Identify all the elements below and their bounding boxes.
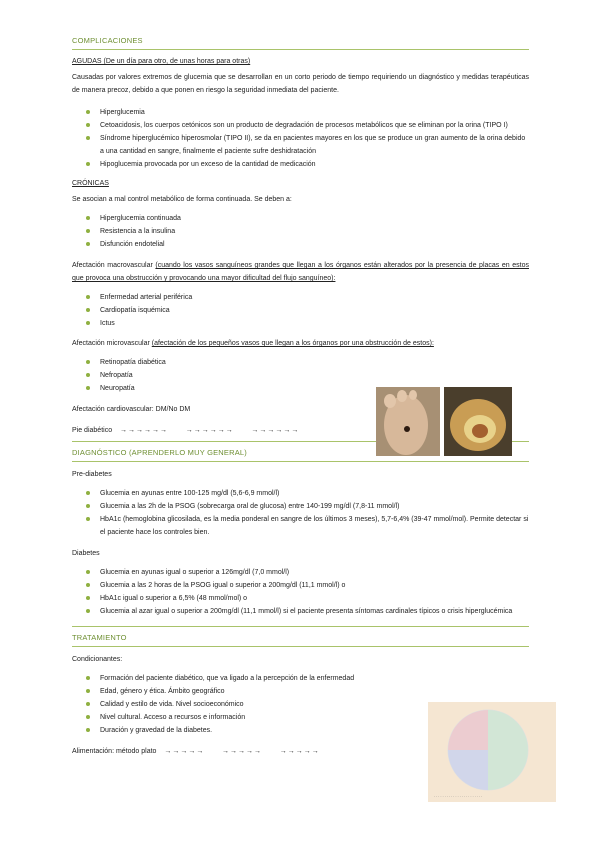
agudas-heading: AGUDAS (De un día para otro, de unas horas para otras) [72, 58, 251, 65]
condicionantes-heading: Condicionantes: [72, 656, 123, 663]
cronicas-list [72, 212, 529, 251]
list-item: Hipoglucemia provocada por un exceso de la cantidad de medicación [72, 158, 529, 171]
list-item: Ictus [72, 317, 529, 330]
plate-icon [428, 702, 556, 802]
list-item: HbA1c igual o superior a 6,5% (48 mmol/mol) o [72, 592, 529, 605]
section-divider [72, 646, 529, 647]
list-item: Cardiopatía isquémica [72, 304, 529, 317]
section-divider [72, 49, 529, 50]
agudas-list [72, 106, 529, 171]
list-item: Hiperglucemia [72, 106, 529, 119]
list-item: Glucemia al azar igual o superior a 200mg/dl (11,1 mmol/l) si el paciente presenta síntomas cardinales típicos o crisis hiperglucémica [72, 605, 529, 618]
alimentacion-label: Alimentación: método plato [72, 748, 157, 755]
list-item: Disfunción endotelial [72, 238, 529, 251]
macro-list [72, 291, 529, 330]
macro-label: Afectación macrovascular [72, 262, 153, 269]
list-item: Formación del paciente diabético, que va ligado a la percepción de la enfermedad [72, 672, 412, 685]
section-divider [72, 626, 529, 627]
micro-label: Afectación microvascular [72, 340, 150, 347]
diabetes-heading: Diabetes [72, 550, 100, 557]
alimentacion-arrows: →→→→→ →→→→→ →→→→→ [164, 748, 320, 755]
micro-note: (afectación de los pequeños vasos que llegan a los órganos por una obstrucción de estos): [151, 340, 434, 347]
diabetes-list [72, 566, 529, 618]
plate-method-image [428, 702, 556, 802]
list-item: Nivel cultural. Acceso a recursos e información [72, 711, 412, 724]
list-item: HbA1c (hemoglobina glicosilada, es la media ponderal en sangre de los últimos 3 meses), 5,7-6,4% (39-47 mmol/mol). Permite detectar si el paciente hace los controles bien. [72, 513, 529, 539]
list-item: Nefropatía [72, 369, 529, 382]
list-item: Neuropatía [72, 382, 529, 395]
list-item: Síndrome hiperglucémico hiperosmolar (TIPO II), se da en pacientes mayores en los que se produce un gran aumento de la orina debido a una cantidad en sangre, finalmente el paciente sufre deshidratación [72, 132, 529, 158]
cardiovascular-line: Afectación cardiovascular: DM/No DM [72, 406, 191, 413]
list-item: Glucemia a las 2h de la PSOG (sobrecarga oral de glucosa) entre 140-199 mg/dl (7,8-11 mmol/l) [72, 500, 529, 513]
list-item: Cetoacidosis, los cuerpos cetónicos son un producto de degradación de procesos metabólicos que se eliminan por la orina (TIPO I) [72, 119, 529, 132]
list-item: Retinopatía diabética [72, 356, 529, 369]
diabetic-foot-photo [376, 387, 512, 456]
list-item: Hiperglucemia continuada [72, 212, 529, 225]
list-item: Glucemia a las 2 horas de la PSOG igual o superior a 200mg/dl (11,1 mmol/l) o [72, 579, 529, 592]
list-item: Glucemia en ayunas igual o superior a 126mg/dl (7,0 mmol/l) [72, 566, 529, 579]
micro-paragraph [72, 337, 529, 350]
plate-caption: · · · · · · · · · · · · · · · · · · · · · · · [434, 795, 483, 799]
macro-note: (cuando los vasos sanguíneos grandes que llegan a los órganos están alterados por la presencia de placas en estos que provoca una obstrucción y provocando una mayor dificultad del flujo sanguíneo): [72, 262, 529, 282]
list-item: Calidad y estilo de vida. Nivel socioeconómico [72, 698, 412, 711]
prediabetes-list [72, 487, 529, 539]
list-item: Enfermedad arterial periférica [72, 291, 529, 304]
list-item: Glucemia en ayunas entre 100-125 mg/dl (5,6-6,9 mmol/l) [72, 487, 529, 500]
prediabetes-heading: Pre-diabetes [72, 471, 112, 478]
condicionantes-list [72, 672, 412, 737]
section-divider [72, 461, 529, 462]
macro-paragraph [72, 259, 529, 285]
list-item: Resistencia a la insulina [72, 225, 529, 238]
list-item: Edad, género y ética. Ámbito geográfico [72, 685, 412, 698]
cronicas-heading: CRÓNICAS [72, 180, 109, 187]
tratamiento-title: TRATAMIENTO [72, 633, 127, 642]
pie-arrows: →→→→→→ →→→→→→ →→→→→→ [120, 427, 300, 434]
agudas-paragraph: Causadas por valores extremos de glucemia que se desarrollan en un corto periodo de tiempo requiriendo un diagnóstico y medidas terapéuticas de manera precoz, debido a que ponen en riesgo la seguridad inmediata del paciente. [72, 74, 529, 94]
cronicas-paragraph: Se asocian a mal control metabólico de forma continuada. Se deben a: [72, 196, 292, 203]
list-item: Duración y gravedad de la diabetes. [72, 724, 412, 737]
diagnostico-title: DIAGNÓSTICO (APRENDERLO MUY GENERAL) [72, 448, 248, 457]
pie-label: Pie diabético [72, 427, 113, 434]
complicaciones-title: COMPLICACIONES [72, 36, 143, 45]
